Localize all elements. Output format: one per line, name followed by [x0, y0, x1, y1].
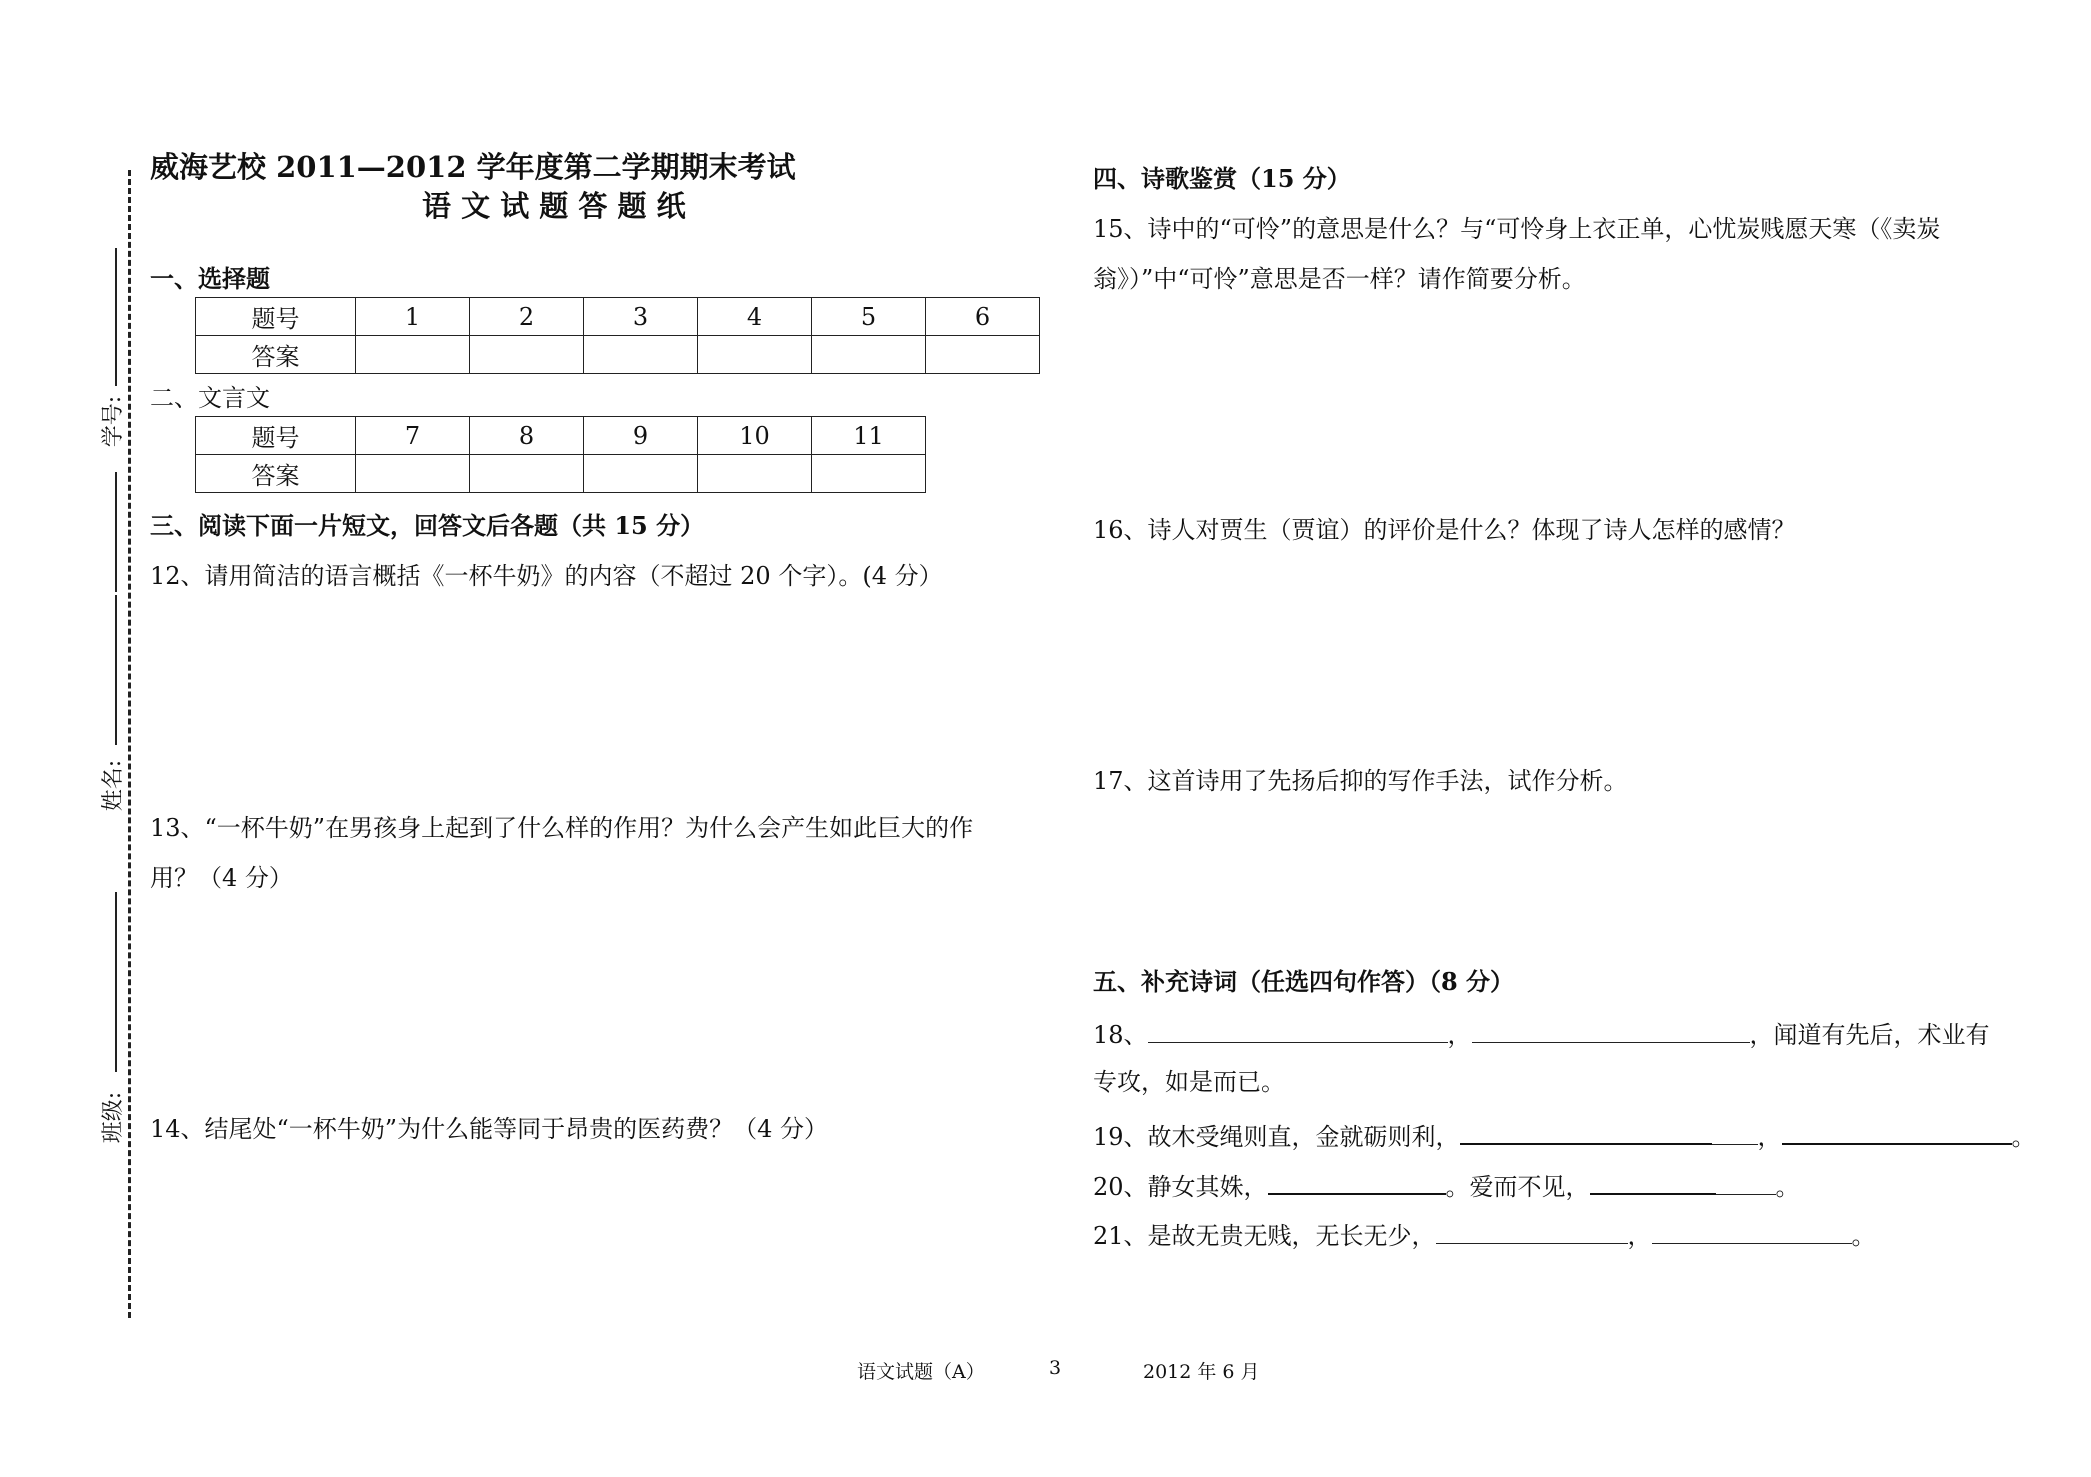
q18-blank-1[interactable] [1148, 1018, 1448, 1043]
q19-blank-2[interactable] [1782, 1119, 2012, 1145]
table1-number: 1 [356, 298, 470, 336]
q20-blank-2[interactable] [1590, 1169, 1716, 1195]
name-label: 姓名: [101, 759, 127, 812]
q20-blank-1[interactable] [1268, 1169, 1446, 1195]
answer-cell[interactable] [812, 336, 926, 374]
q18-blank-2[interactable] [1472, 1018, 1750, 1043]
table1-number: 2 [470, 298, 584, 336]
answer-cell[interactable] [356, 455, 470, 493]
q18-tail: ，闻道有先后，术业有 [1749, 1021, 1990, 1049]
q20-blank-2-tail[interactable] [1716, 1170, 1776, 1195]
q20-end: 。 [1775, 1173, 1800, 1201]
q19-comma: ， [1757, 1123, 1782, 1151]
class-label: 班级: [101, 1091, 127, 1144]
question-18-line-2: 专攻，如是而已。 [1093, 1068, 1285, 1096]
question-13-line-2: 用？（4 分） [150, 864, 293, 892]
table2-number: 11 [812, 417, 926, 455]
student-id-label: 学号: [101, 395, 127, 448]
choice-answer-table [195, 297, 1040, 374]
answer-cell[interactable] [584, 336, 698, 374]
question-21 [1093, 1219, 1876, 1250]
table1-answer-label: 答案 [196, 336, 356, 374]
q21-blank-2[interactable] [1652, 1219, 1852, 1244]
table1-number: 5 [812, 298, 926, 336]
q19-blank-1[interactable] [1460, 1119, 1712, 1145]
table2-number: 8 [470, 417, 584, 455]
footer-exam-label: 语文试题（A） [857, 1361, 985, 1383]
question-18-number: 18、 [1093, 1021, 1148, 1049]
question-20 [1093, 1169, 1800, 1201]
answer-cell[interactable] [470, 455, 584, 493]
q20-text: 20、静女其姝， [1093, 1173, 1268, 1201]
table1-header-label: 题号 [196, 298, 356, 336]
section-3-heading: 三、阅读下面一片短文，回答文后各题（共 15 分） [150, 511, 705, 540]
question-17: 17、这首诗用了先扬后抑的写作手法，试作分析。 [1093, 767, 1628, 795]
question-18-line-1 [1093, 1018, 1990, 1049]
table1-number: 6 [926, 298, 1040, 336]
table2-number: 10 [698, 417, 812, 455]
question-19 [1093, 1119, 2036, 1151]
q21-comma: ， [1627, 1222, 1652, 1250]
q19-blank-1-tail[interactable] [1712, 1120, 1758, 1145]
q21-blank-1[interactable] [1436, 1219, 1628, 1244]
answer-cell[interactable] [698, 455, 812, 493]
table2-number: 7 [356, 417, 470, 455]
question-15-line-1: 15、诗中的“可怜”的意思是什么？与“可怜身上衣正单，心忧炭贱愿天寒（《卖炭 [1093, 215, 1941, 243]
class-line [115, 892, 117, 1072]
answer-sheet-subtitle: 语 文 试 题 答 题 纸 [422, 189, 686, 223]
question-13-line-1: 13、“一杯牛奶”在男孩身上起到了什么样的作用？为什么会产生如此巨大的作 [150, 814, 974, 842]
question-12: 12、请用简洁的语言概括《一杯牛奶》的内容（不超过 20 个字）。(4 分） [150, 562, 943, 590]
q20-mid: 。爱而不见， [1445, 1173, 1590, 1201]
student-id-line [115, 248, 117, 386]
table2-number: 9 [584, 417, 698, 455]
section-5-heading: 五、补充诗词（任选四句作答）（8 分） [1093, 967, 1515, 996]
answer-cell[interactable] [584, 455, 698, 493]
answer-cell[interactable] [812, 455, 926, 493]
table2-header-label: 题号 [196, 417, 356, 455]
q19-text: 19、故木受绳则直，金就砺则利， [1093, 1123, 1460, 1151]
table1-number: 3 [584, 298, 698, 336]
q19-end: 。 [2011, 1123, 2036, 1151]
section-2-heading: 二、文言文 [150, 384, 270, 412]
footer-date: 2012 年 6 月 [1143, 1361, 1260, 1383]
q21-text: 21、是故无贵无贱，无长无少， [1093, 1222, 1436, 1250]
section-4-heading: 四、诗歌鉴赏（15 分） [1093, 164, 1351, 193]
student-id-line-lower [115, 472, 117, 592]
table2-answer-label: 答案 [196, 455, 356, 493]
question-16: 16、诗人对贾生（贾谊）的评价是什么？体现了诗人怎样的感情？ [1093, 516, 1796, 544]
name-line [115, 595, 117, 745]
answer-cell[interactable] [926, 336, 1040, 374]
question-14: 14、结尾处“一杯牛奶”为什么能等同于昂贵的医药费？（4 分） [150, 1115, 828, 1143]
answer-cell[interactable] [698, 336, 812, 374]
answer-cell[interactable] [470, 336, 584, 374]
exam-title: 威海艺校 2011—2012 学年度第二学期期末考试 [150, 150, 796, 184]
question-15-line-2: 翁》）”中“可怜”意思是否一样？请作简要分析。 [1093, 265, 1586, 293]
section-1-heading: 一、选择题 [150, 264, 270, 293]
answer-cell[interactable] [356, 336, 470, 374]
table1-number: 4 [698, 298, 812, 336]
q18-comma: ， [1447, 1021, 1472, 1049]
binding-cut-line [128, 170, 131, 1318]
footer-page-number: 3 [1049, 1357, 1062, 1379]
classical-answer-table [195, 416, 926, 493]
q21-end: 。 [1851, 1222, 1876, 1250]
